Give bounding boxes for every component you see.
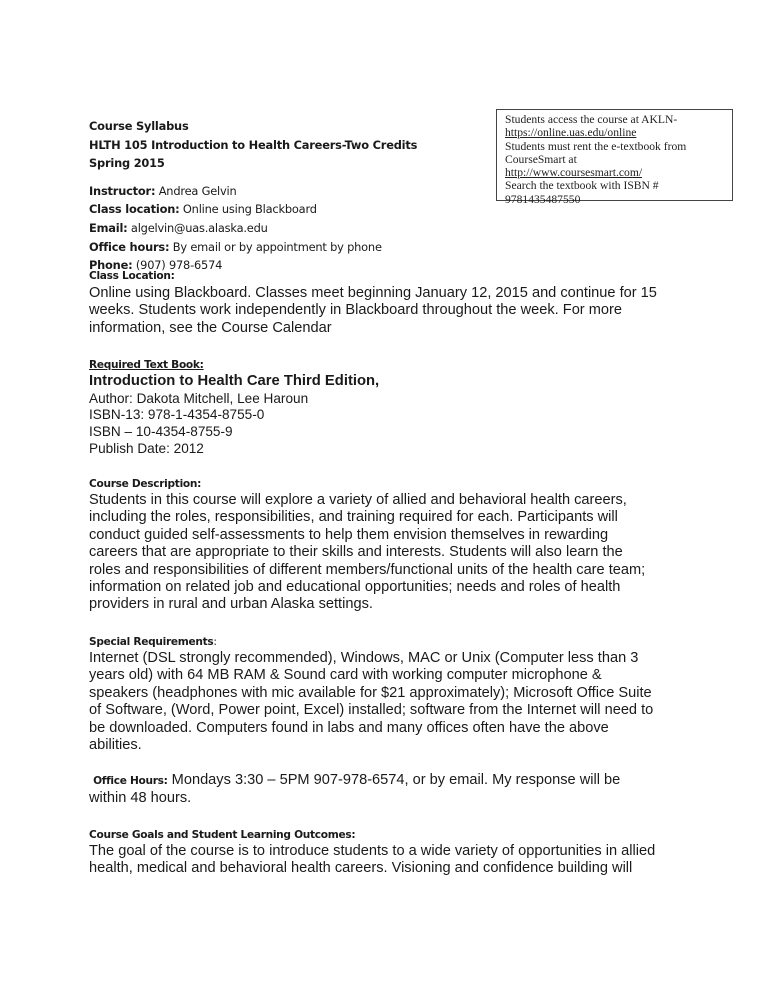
textbook-heading: Required Text Book: [89,359,204,371]
isbn-number: 9781435487550 [505,192,581,206]
text-line: providers in rural and urban Alaska settings. [89,596,373,613]
instructor-label: Instructor: [89,183,156,198]
instructor-value: Andrea Gelvin [155,183,237,198]
phone-label: Phone: [89,258,133,273]
text-line [89,772,689,790]
text-line: information, see the Course Calendar [89,319,332,336]
class-location-value: Online using Blackboard [179,202,317,217]
text-line: information on related job and educational opportunities; needs and roles of health [89,579,621,596]
coursesmart-line: CourseSmart at [505,152,577,166]
office-hours-row [89,238,479,257]
term: Spring 2015 [89,156,165,171]
text-line: abilities. [89,737,142,754]
textbook-publish-date: Publish Date: 2012 [89,440,204,456]
text-line: Online using Blackboard. Classes meet beginning January 12, 2015 and continue for 15 [89,285,657,301]
text-line: within 48 hours. [89,790,192,807]
text-line: careers that are appropriate to their skills and interests. Students will also learn the [89,544,623,561]
course-goals-heading: Course Goals and Student Learning Outcomes: [89,829,356,841]
textbook-isbn10: ISBN – 10-4354-8755-9 [89,424,233,439]
office-hours-heading: Office Hours: [93,775,168,787]
course-description-text [89,492,689,614]
class-location-row [89,200,479,219]
instructor-info [89,182,479,275]
instructor-row [89,182,479,201]
online-course-link[interactable]: https://online.uas.edu/online [505,126,637,140]
heading-colon: : [213,636,217,648]
office-hours-detail: Mondays 3:30 – 5PM 907-978-6574, or by email. My response will be [167,772,621,788]
special-requirements-text [89,650,689,754]
special-requirements-heading [89,634,689,650]
text-line: The goal of the course is to introduce students to a wide variety of opportunities in allied [89,843,656,859]
text-line: of Software, (Word, Power point, Excel) installed; software from the Internet will need to [89,702,654,719]
course-goals-text [89,843,689,878]
ebook-line: Students must rent the e-textbook from [505,139,687,153]
text-line: years old) with 64 MB RAM & Sound card with working computer microphone & [89,667,602,684]
office-hours-text [89,772,689,808]
course-description-section [89,476,689,614]
text-line: conduct guided self-assessments to help them envision themselves in rewarding [89,526,609,543]
text-line: be downloaded. Computers found in labs and many offices often have the above [89,719,609,736]
text-line: including the roles, responsibilities, and training required for each. Participants will [89,509,618,526]
syllabus-header [89,117,479,275]
text-line: Students in this course will explore a variety of allied and behavioral health careers, [89,492,627,508]
heading-text: Special Requirements [89,636,214,648]
text-line: speakers (headphones with mic available for $21 approximately); Microsoft Office Suite [89,684,652,701]
special-requirements-section [89,634,689,754]
class-location-heading: Class Location: [89,270,175,282]
office-hours-label: Office hours: [89,239,170,254]
course-description-heading: Course Description: [89,478,202,490]
textbook-author: Author: Dakota Mitchell, Lee Haroun [89,390,309,406]
course-access-box [496,109,733,206]
class-location-section [89,268,689,337]
text-line: Internet (DSL strongly recommended), Windows, MAC or Unix (Computer less than 3 [89,650,639,666]
course-goals-section [89,827,689,878]
text-line: weeks. Students work independently in Blackboard throughout the week. For more [89,302,622,319]
text-line: roles and responsibilities of different members/functional units of the health care team; [89,561,646,578]
textbook-title: Introduction to Health Care Third Edition, [89,373,380,389]
course-title: HLTH 105 Introduction to Health Careers-Two Credits [89,137,418,152]
textbook-isbn13: ISBN-13: 978-1-4354-8755-0 [89,407,265,423]
document-title: Course Syllabus [89,119,189,133]
textbook-section [89,357,689,457]
email-row [89,219,479,238]
class-location-label: Class location: [89,202,180,217]
access-line: Students access the course at AKLN- [505,113,678,126]
email-value: algelvin@uas.alaska.edu [127,220,268,235]
class-location-text [89,285,689,337]
coursesmart-link[interactable]: http://www.coursesmart.com/ [505,166,643,180]
office-hours-value: By email or by appointment by phone [169,239,382,254]
office-hours-section [89,772,689,808]
phone-value: (907) 978-6574 [132,258,223,273]
isbn-search-line: Search the textbook with ISBN # [505,179,659,193]
email-label: Email: [89,220,128,235]
text-line: health, medical and behavioral health careers. Visioning and confidence building will [89,860,633,877]
